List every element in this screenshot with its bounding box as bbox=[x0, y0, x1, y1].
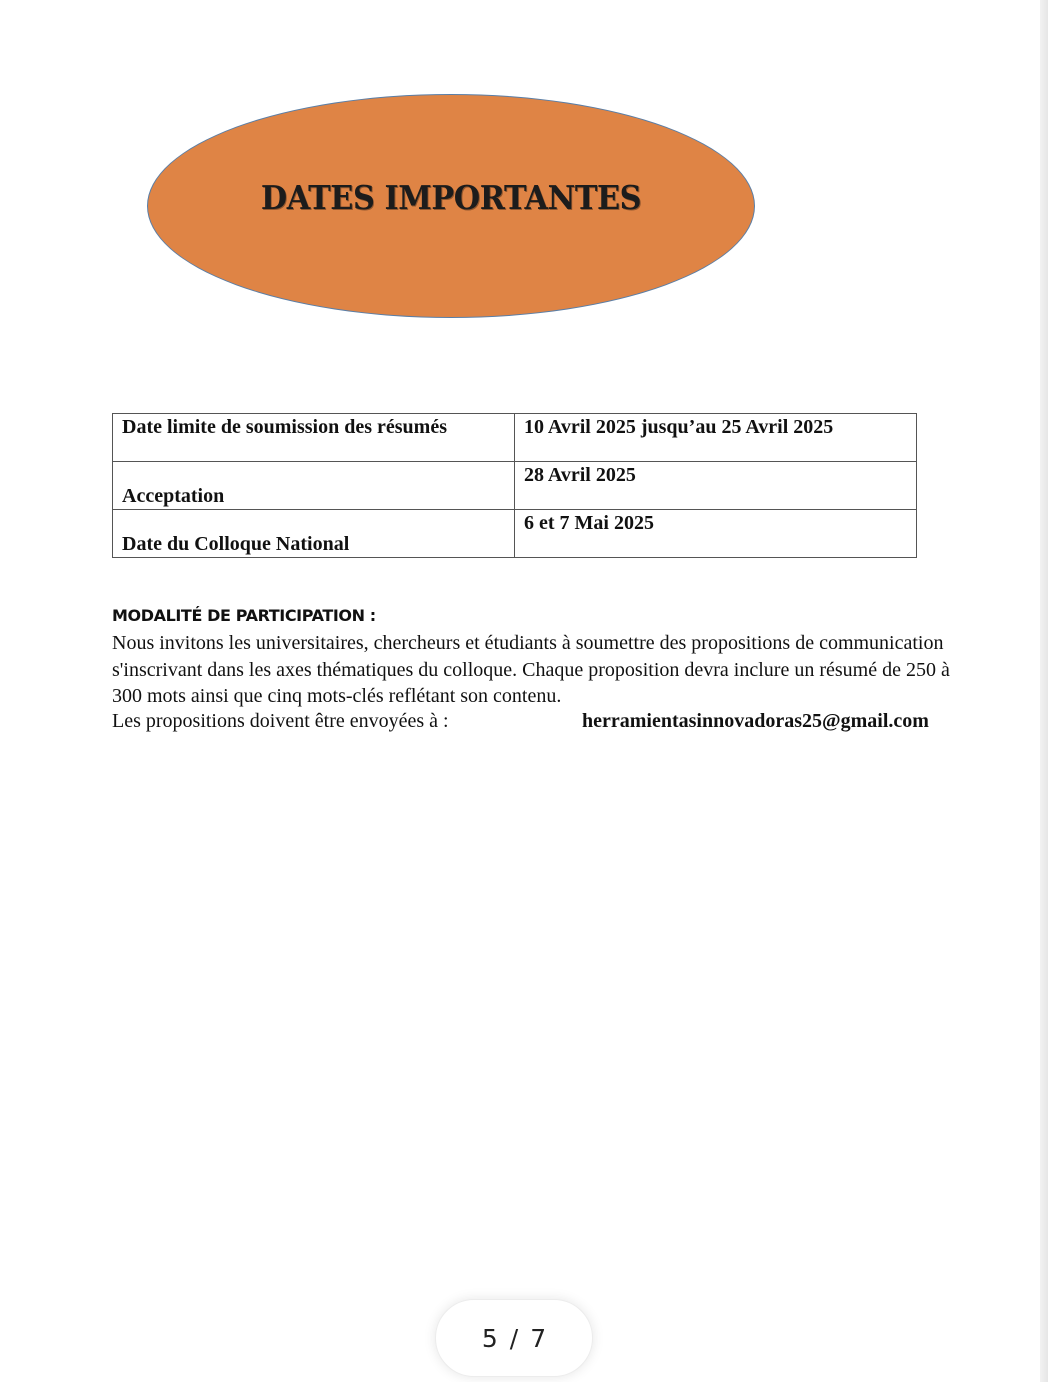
scroll-edge bbox=[1040, 0, 1048, 1382]
table-cell-value: 10 Avril 2025 jusqu’au 25 Avril 2025 bbox=[515, 414, 917, 462]
page-indicator bbox=[435, 1299, 593, 1377]
heading-title: DATES IMPORTANTES bbox=[260, 178, 642, 217]
table-cell-value: 28 Avril 2025 bbox=[515, 462, 917, 510]
table-cell-label: Date du Colloque National bbox=[113, 510, 515, 558]
page-separator: / bbox=[509, 1323, 519, 1353]
table-cell-value: 6 et 7 Mai 2025 bbox=[515, 510, 917, 558]
paragraph-line: Nous invitons les universitaires, chercheurs et étudiants à soumettre des propositions de communication bbox=[112, 632, 944, 654]
table-row bbox=[113, 462, 917, 510]
current-page: 5 bbox=[481, 1323, 498, 1353]
paragraph-line: s'inscrivant dans les axes thématiques du colloque. Chaque proposition devra inclure un résumé de 250 à bbox=[112, 658, 950, 681]
paragraph-line: 300 mots ainsi que cinq mots-clés reflétant son contenu. bbox=[112, 685, 562, 707]
table-cell-label: Date limite de soumission des résumés bbox=[113, 414, 515, 462]
send-to-label: Les propositions doivent être envoyées à : bbox=[112, 710, 449, 732]
table-row bbox=[113, 414, 917, 462]
participation-paragraph bbox=[112, 630, 1012, 710]
dates-table bbox=[112, 413, 917, 558]
table-cell-label: Acceptation bbox=[113, 462, 515, 510]
table-row bbox=[113, 510, 917, 558]
total-pages: 7 bbox=[530, 1323, 547, 1353]
participation-title: MODALITÉ DE PARTICIPATION : bbox=[112, 606, 376, 625]
contact-email[interactable]: herramientasinnovadoras25@gmail.com bbox=[582, 710, 929, 732]
